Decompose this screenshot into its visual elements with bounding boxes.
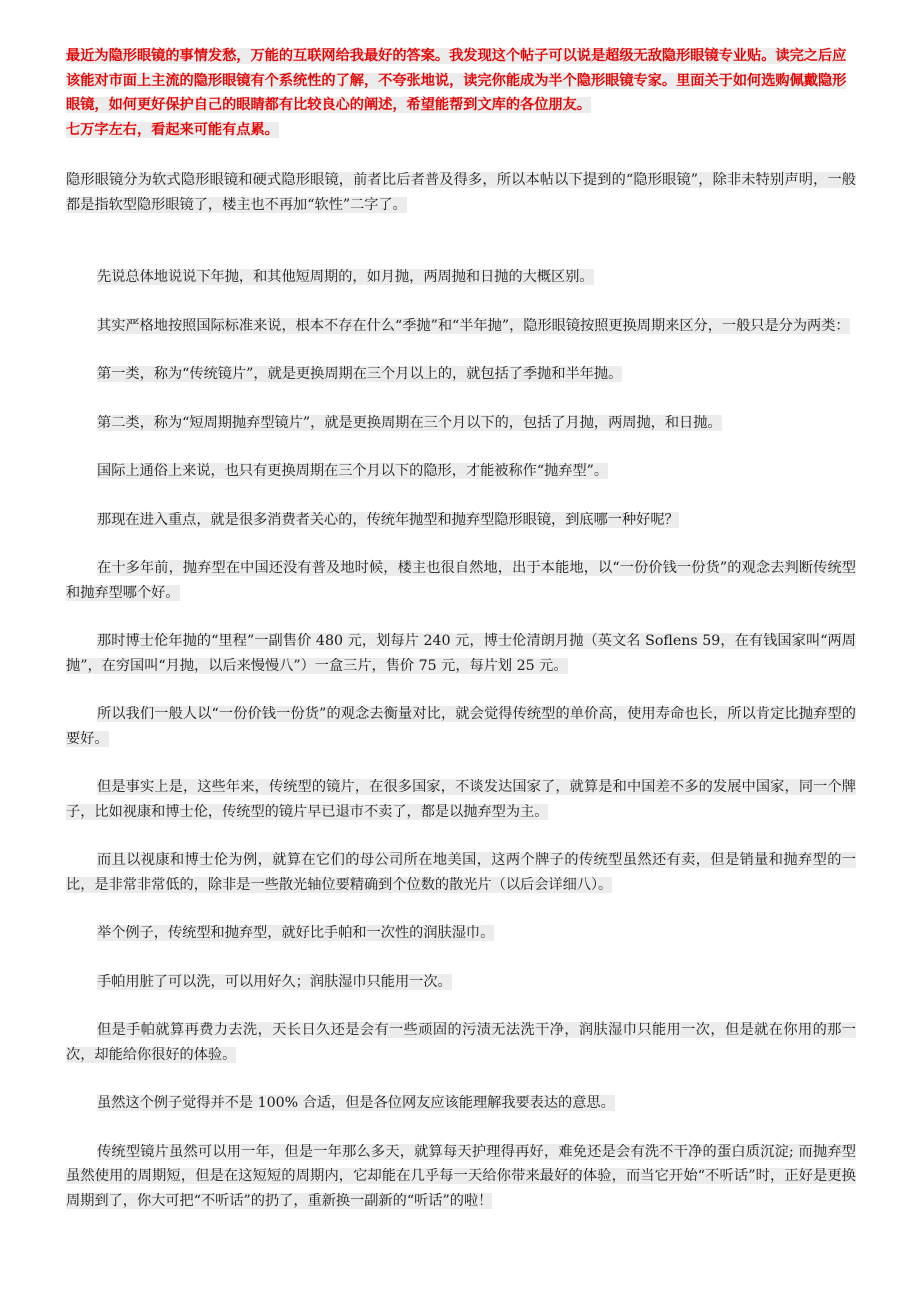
body-paragraph-5: 第二类，称为“短周期抛弃型镜片”，就是更换周期在三个月以下的，包括了月抛，两周抛，和日抛。: [97, 414, 722, 431]
length-note: 七万字左右，看起来可能有点累。: [66, 121, 279, 138]
blank-line: [66, 241, 856, 265]
body-paragraph-14: 手帕用脏了可以洗，可以用好久；润肤湿巾只能用一次。: [97, 973, 452, 990]
body-paragraph-15: 但是手帕就算再费力去洗，天长日久还是会有一些顽固的污渍无法洗干净，润肤湿巾只能用一次，但是就在你用的那一次，却能给你很好的体验。: [66, 1022, 856, 1063]
body-paragraph-12: 而且以视康和博士伦为例，就算在它们的母公司所在地美国，这两个牌子的传统型虽然还有卖，但是销量和抛弃型的一比，是非常非常低的，除非是一些散光轴位要精确到个位数的散光片（以后会详细八）。: [66, 852, 856, 893]
body-paragraph-1: 隐形眼镜分为软式隐形眼镜和硬式隐形眼镜，前者比后者普及得多，所以本帖以下提到的“隐形眼镜”，除非未特别声明，一般都是指软型隐形眼镜了，楼主也不再加“软性”二字了。: [66, 172, 856, 213]
body-paragraph-11: 但是事实上是，这些年来，传统型的镜片，在很多国家，不谈发达国家了，就算是和中国差不多的发展中国家，同一个牌子，比如视康和博士伦，传统型的镜片早已退市不卖了，都是以抛弃型为主。: [66, 779, 856, 820]
body-paragraph-8: 在十多年前，抛弃型在中国还没有普及地时候，楼主也很自然地，出于本能地，以“一份价钱一份货”的观念去判断传统型和抛弃型哪个好。: [66, 560, 856, 601]
body-paragraph-3: 其实严格地按照国际标准来说，根本不存在什么“季抛”和“半年抛”，隐形眼镜按照更换周期来区分，一般只是分为两类：: [97, 317, 850, 334]
body-paragraph-10: 所以我们一般人以“一份价钱一份货”的观念去衡量对比，就会觉得传统型的单价高，使用寿命也长，所以肯定比抛弃型的要好。: [66, 706, 856, 747]
body-paragraph-17: 传统型镜片虽然可以用一年，但是一年那么多天，就算每天护理得再好，难免还是会有洗不干净的蛋白质沉淀; 而抛弃型虽然使用的周期短，但是在这短短的周期内，它却能在几乎每一天给你带来最好的体验，而当它开始“不听话”时，正好是更换周期到了，你大可把“不听话”的扔了，重新换一副新的“听话”的啦！: [66, 1143, 856, 1209]
body-paragraph-2: 先说总体地说说下年抛，和其他短周期的，如月抛，两周抛和日抛的大概区别。: [97, 269, 594, 285]
document-page: [66, 44, 856, 1237]
body-paragraph-9: 那时博士伦年抛的“里程”一副售价 480 元，划每片 240 元，博士伦清朗月抛（英文名 Soflens 59，在有钱国家叫“两周抛”，在穷国叫“月抛，以后来慢慢八”）一盒三片，售价 75 元，每片划 25 元。: [66, 633, 856, 674]
body-paragraph-13: 举个例子，传统型和抛弃型，就好比手帕和一次性的润肤湿巾。: [97, 925, 495, 941]
body-paragraph-7: 那现在进入重点，就是很多消费者关心的，传统年抛型和抛弃型隐形眼镜，到底哪一种好呢？: [97, 511, 679, 528]
body-paragraph-4: 第一类，称为“传统镜片”，就是更换周期在三个月以上的，就包括了季抛和半年抛。: [97, 366, 623, 382]
intro-paragraph: 最近为隐形眼镜的事情发愁，万能的互联网给我最好的答案。我发现这个帖子可以说是超级无敌隐形眼镜专业贴。读完之后应该能对市面上主流的隐形眼镜有个系统性的了解，不夸张地说，读完你能成为半个隐形眼镜专家。里面关于如何选购佩戴隐形眼镜，如何更好保护自己的眼睛都有比较良心的阐述，希望能帮到文库的各位朋友。: [66, 48, 847, 113]
body-paragraph-6: 国际上通俗上来说，也只有更换周期在三个月以下的隐形，才能被称作“抛弃型”。: [97, 463, 609, 479]
body-paragraph-16: 虽然这个例子觉得并不是 100% 合适，但是各位网友应该能理解我要表达的意思。: [97, 1095, 615, 1111]
